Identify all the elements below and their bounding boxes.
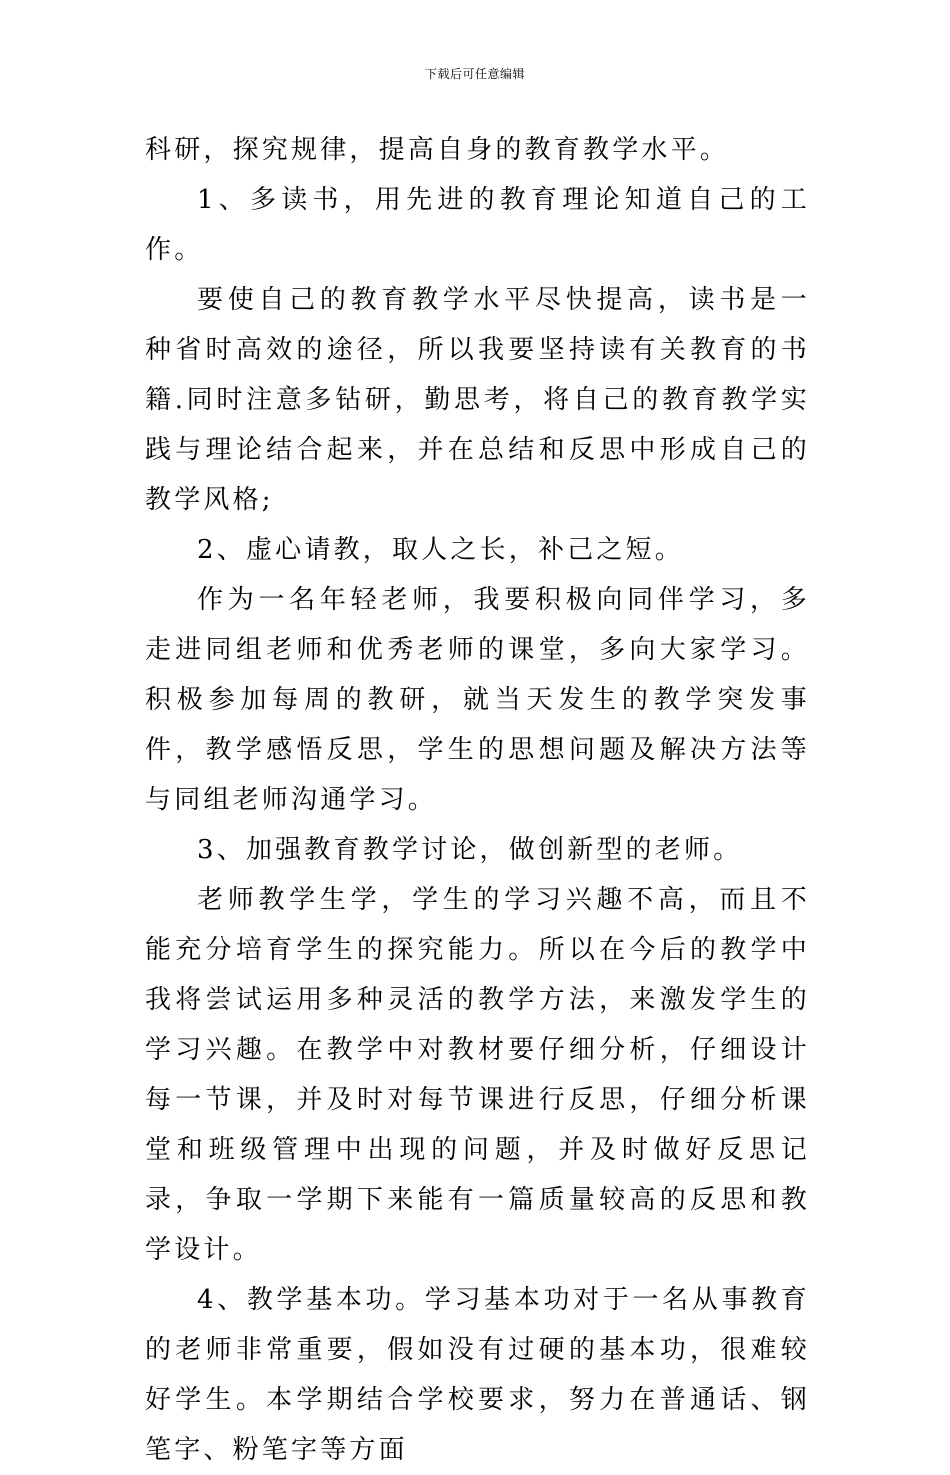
paragraph-6: 3、加强教育教学讨论，做创新型的老师。 (197, 835, 743, 865)
paragraph-5: 作为一名年轻老师，我要积极向同伴学习，多走进同组老师和优秀老师的课堂，多向大家学习。积极参加每周的教研，就当天发生的教学突发事件，教学感悟反思，学生的思想问题及解决方法等与同组老师沟通学习。 (145, 585, 810, 815)
paragraph-2: 1、多读书，用先进的教育理论知道自己的工作。 (145, 185, 810, 265)
paragraph-1: 科研，探究规律，提高自身的教育教学水平。 (145, 135, 730, 165)
paragraph-4: 2、虚心请教，取人之长，补己之短。 (197, 535, 684, 565)
paragraph-8: 4、教学基本功。学习基本功对于一名从事教育的老师非常重要，假如没有过硬的基本功，很难较好学生。本学期结合学校要求，努力在普通话、钢笔字、粉笔字等方面 (145, 1285, 810, 1465)
page-header: 下载后可任意编辑 (424, 67, 525, 81)
paragraph-7: 老师教学生学，学生的学习兴趣不高，而且不能充分培育学生的探究能力。所以在今后的教学中我将尝试运用多种灵活的教学方法，来激发学生的学习兴趣。在教学中对教材要仔细分析，仔细设计每一节课，并及时对每节课进行反思，仔细分析课堂和班级管理中出现的问题，并及时做好反思记录，争取一学期下来能有一篇质量较高的反思和教学设计。 (145, 885, 810, 1265)
document-body (145, 125, 810, 1475)
paragraph-3: 要使自己的教育教学水平尽快提高，读书是一种省时高效的途径，所以我要坚持读有关教育的书籍.同时注意多钻研，勤思考，将自己的教育教学实践与理论结合起来，并在总结和反思中形成自己的教学风格; (145, 285, 810, 515)
